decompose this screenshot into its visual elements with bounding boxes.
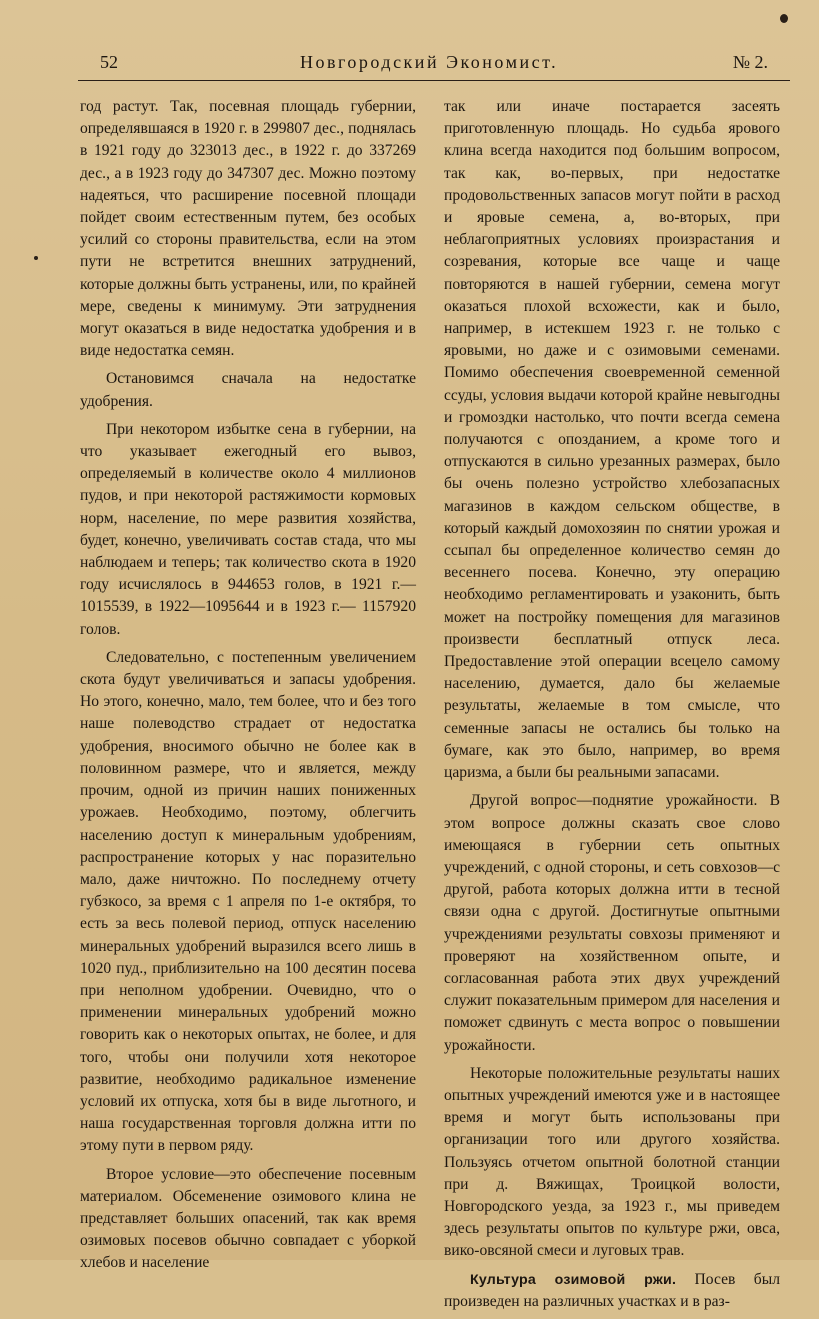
subheading-paragraph	[444, 1269, 780, 1313]
journal-title: Новгородский Экономист.	[300, 52, 559, 72]
page-number: 52	[100, 52, 118, 72]
running-header	[78, 50, 790, 81]
paragraph: Некоторые положительные результаты наших опытных учреждений имеются уже и в настоящее время и могут быть использованы при организации того или другого хозяйства. Пользуясь отчетом опытной болотной станции при д. Вяжищах, Троицкой волости, Новгородского уезда, за 1923 г., мы приведем здесь результаты опытов по культуре ржи, овса, вико-овсяной смеси и луговых трав.	[444, 1064, 780, 1260]
paragraph: так или иначе постарается засеять приготовленную площадь. Но судьба ярового клина всегда находится под большим вопросом, так как, во-первых, при недостатке продовольственных запасов могут пойти в расход и яровые семена, а, во-вторых, при неблагоприятных условиях произрастания и созревания, которые все чаще и чаще повторяются в нашей губернии, семена могут оказаться плохой всхожести, как и было, например, в истекшем 1923 г. не только с яровыми, но даже и с озимовыми семенами. Помимо обеспечения своевременной семенной ссуды, условия выдачи которой крайне невыгодны и громоздки настолько, что почти всегда семена получаются с опозданием, а кроме того и отпускаются в сильно урезанных размерах, было бы очень полезно устройство хлебозапасных магазинов в каждом сельском обществе, в который каждый домохозяин по снятии урожая и ссыпал бы определенное количество семян до весеннего посева. Конечно, эту операцию необходимо регламентировать и узаконить, быть может на постройку помещения для магазинов произвести бесплатный отпуск леса. Предоставление этой операции всецело самому населению, думается, дало бы желаемые результаты, желаемые в том смысле, что семенные запасы не остались бы только на бумаге, как это было, например, во время царизма, а были бы реальными запасами.	[444, 98, 780, 782]
left-column	[80, 96, 416, 1281]
paragraph: При некотором избытке сена в губернии, на что указывает ежегодный его вывоз, определяемый в количестве около 4 миллионов пудов, и при некоторой растяжимости кормовых норм, население, по мере развития хозяйства, будет, конечно, увеличивать состав стада, что мы наблюдаем и теперь; так количество скота в 1920 году исчислялось в 944653 голов, в 1921 г.— 1015539, в 1922—1095644 и в 1923 г.— 1157920 голов.	[80, 420, 416, 638]
ink-speck	[780, 14, 788, 23]
issue-number: № 2.	[732, 52, 768, 72]
paragraph: Второе условие—это обеспечение посевным материалом. Обсеменение озимового клина не представляет больших опасений, так как время озимовых посевов обычно совпадает с уборкой хлебов и население	[80, 1165, 416, 1272]
section-subheading: Культура озимовой ржи.	[470, 1271, 677, 1288]
ink-speck	[34, 256, 38, 260]
subheading-paragraph-text: Посев был произведен на различных участках и в раз-	[444, 1270, 780, 1310]
paragraph: Остановимся сначала на недостатке удобрения.	[80, 370, 416, 410]
paragraph: Следовательно, с постепенным увеличением скота будут увеличиваться и запасы удобрения. Но этого, конечно, мало, тем более, что и без того наше полеводство страдает от недостатка удобрения, вносимого обычно не более как в половинном размере, что и является, между прочим, одной из причин наших пониженных урожаев. Необходимо, поэтому, облегчить населению доступ к минеральным удобрениям, распространение которых у нас поразительно мало, даже ничтожно. По последнему отчету губзкосо, за время с 1 апреля по 1-е октября, то есть за весь полевой период, отпуск населению минеральных удобрений выразился всего лишь в 1020 пуд., приблизительно на 100 десятин посева при неполном удобрении. Очевидно, что о применении минеральных удобрений можно говорить как о некоторых опытах, не более, и для того, чтобы они получили хотя некоторое развитие, необходимо радикальное изменение условий их отпуска, хотя бы в виде льготного, и наша государственная торговля должна итти по этому пути в первом ряду.	[80, 648, 416, 1155]
paragraph: Другой вопрос—поднятие урожайности. В этом вопросе должны сказать свое слово имеющаяся в губернии сеть опытных учреждений, с одной стороны, и сеть совхозов—с другой, работа которых должна итти в тесной связи одна с другой. Достигнутые опытными учреждениями результаты совхозы применяют и проверяют на хозяйственном опыте, и согласованная работа этих двух учреждений служит показательным примером для населения и поможет сдвинуть с места вопрос о повышении урожайности.	[444, 792, 780, 1054]
right-column	[444, 96, 780, 1319]
paragraph: год растут. Так, посевная площадь губернии, определявшаяся в 1920 г. в 299807 дес., поднялась в 1921 году до 323013 дес., в 1922 г. до 337269 дес., а в 1923 году до 347307 дес. Можно поэтому надеяться, что расширение посевной площади пойдет своим естественным путем, без особых усилий со стороны правительства, если на этом пути не встретится внешних затруднений, которые должны быть устранены, или, по крайней мере, сведены к минимуму. Эти затруднения могут оказаться в виде недостатка удобрения и в виде недостатка семян.	[80, 98, 416, 360]
